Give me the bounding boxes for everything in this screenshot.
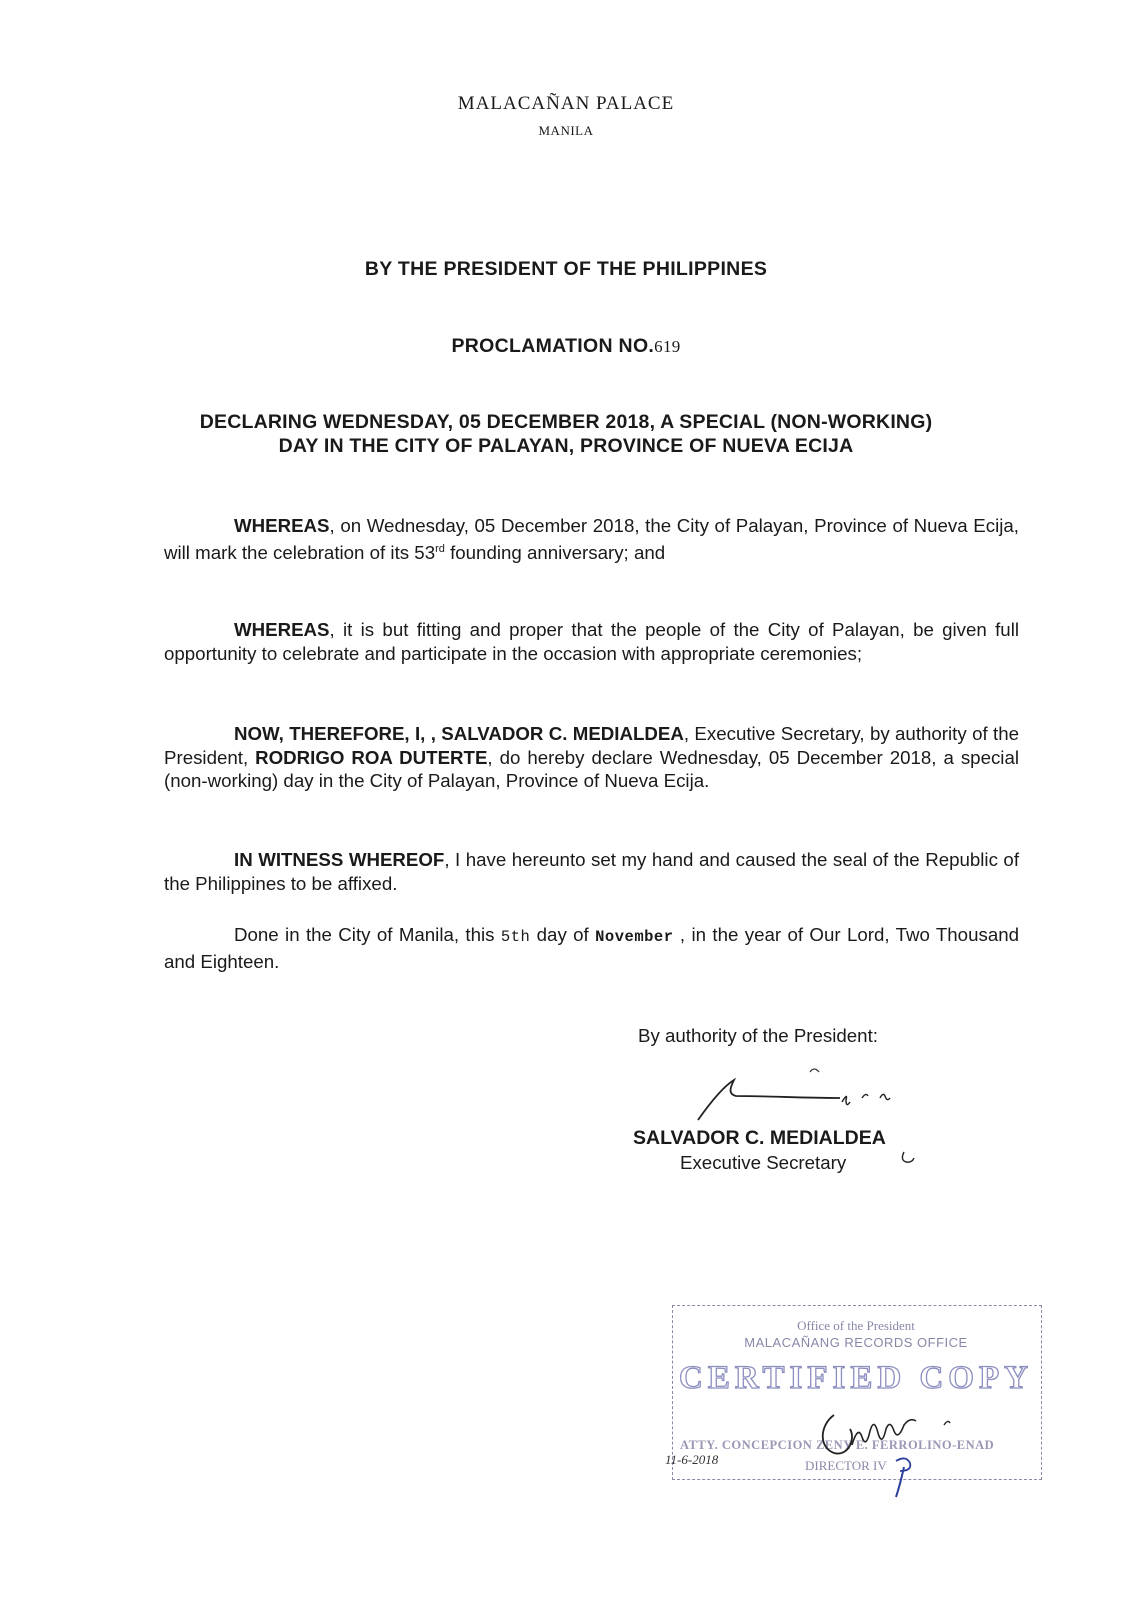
p5-month: November	[595, 928, 674, 946]
p1-text-a: , on Wednesday, 05 December 2018, the City of Palayan, Province of Nueva Ecija, will mark the celebration of its 53	[164, 515, 1019, 563]
whereas-paragraph-2	[164, 618, 1019, 665]
stamp-certified-text: CERTIFIED COPY	[679, 1360, 1033, 1396]
signature-mark	[690, 1058, 920, 1128]
p3-lead: NOW, THEREFORE, I, , SALVADOR C. MEDIALDEA	[234, 723, 684, 744]
done-paragraph	[164, 923, 1019, 973]
p3-text-b: , do hereby declare Wednesday, 05 December 2018, a special (non-working) day in the City of Palayan, Province of Nueva Ecija.	[164, 746, 1019, 791]
letterhead-city: MANILA	[538, 123, 594, 138]
p1-text-b: founding anniversary; and	[444, 541, 666, 563]
signatory-position: Executive Secretary	[680, 1152, 847, 1173]
issuer-heading: BY THE PRESIDENT OF THE PHILIPPINES	[364, 258, 768, 280]
stamp-signatory-title: DIRECTOR IV	[805, 1458, 887, 1473]
p1-superscript: rd	[435, 542, 445, 555]
stamp-office: Office of the President	[797, 1318, 915, 1333]
p4-text: , I have hereunto set my hand and caused the seal of the Republic of the Philippines to be affixed.	[164, 849, 1020, 894]
p5-text-b: day of	[530, 924, 596, 945]
proclamation-number: 619	[654, 337, 681, 356]
witness-paragraph	[164, 848, 1019, 895]
whereas-paragraph-1	[164, 514, 1019, 564]
stamp-records-office: MALACAÑANG RECORDS OFFICE	[744, 1335, 968, 1350]
p2-lead: WHEREAS	[234, 619, 330, 640]
p5-text-c: , in the year of Our Lord, Two Thousand and Eighteen.	[164, 924, 1019, 972]
stamp-handwritten-date: 11-6-2018	[665, 1452, 719, 1467]
p4-lead: IN WITNESS WHEREOF	[234, 849, 445, 870]
title-line-1: DECLARING WEDNESDAY, 05 DECEMBER 2018, A SPECIAL (NON-WORKING)	[199, 411, 933, 433]
proclamation-label: PROCLAMATION NO.	[451, 335, 655, 357]
p3-text-a: , Executive Secretary, by authority of the President,	[164, 723, 1019, 768]
signatory-name: SALVADOR C. MEDIALDEA	[633, 1127, 886, 1149]
p1-lead: WHEREAS	[234, 515, 330, 536]
p3-president: RODRIGO ROA DUTERTE	[255, 746, 488, 768]
p5-day: 5th	[500, 928, 531, 946]
initial-mark	[898, 1150, 918, 1168]
letterhead-palace: MALACAÑAN PALACE	[457, 93, 675, 114]
p5-text-a: Done in the City of Manila, this	[234, 924, 501, 945]
stamp-signatory: ATTY. CONCEPCION ZENY E. FERROLINO-ENAD	[680, 1438, 995, 1452]
stamp-signature-mark	[812, 1395, 972, 1505]
p2-text: , it is but fitting and proper that the people of the City of Palayan, be given full opportunity to celebrate and participate in the occasion with appropriate ceremonies;	[164, 619, 1019, 664]
proclamation-number-heading	[0, 335, 1132, 358]
authority-line: By authority of the President:	[638, 1025, 878, 1046]
title-line-2: DAY IN THE CITY OF PALAYAN, PROVINCE OF NUEVA ECIJA	[278, 435, 854, 457]
proclamation-title	[0, 410, 1132, 458]
therefore-paragraph	[164, 722, 1019, 793]
